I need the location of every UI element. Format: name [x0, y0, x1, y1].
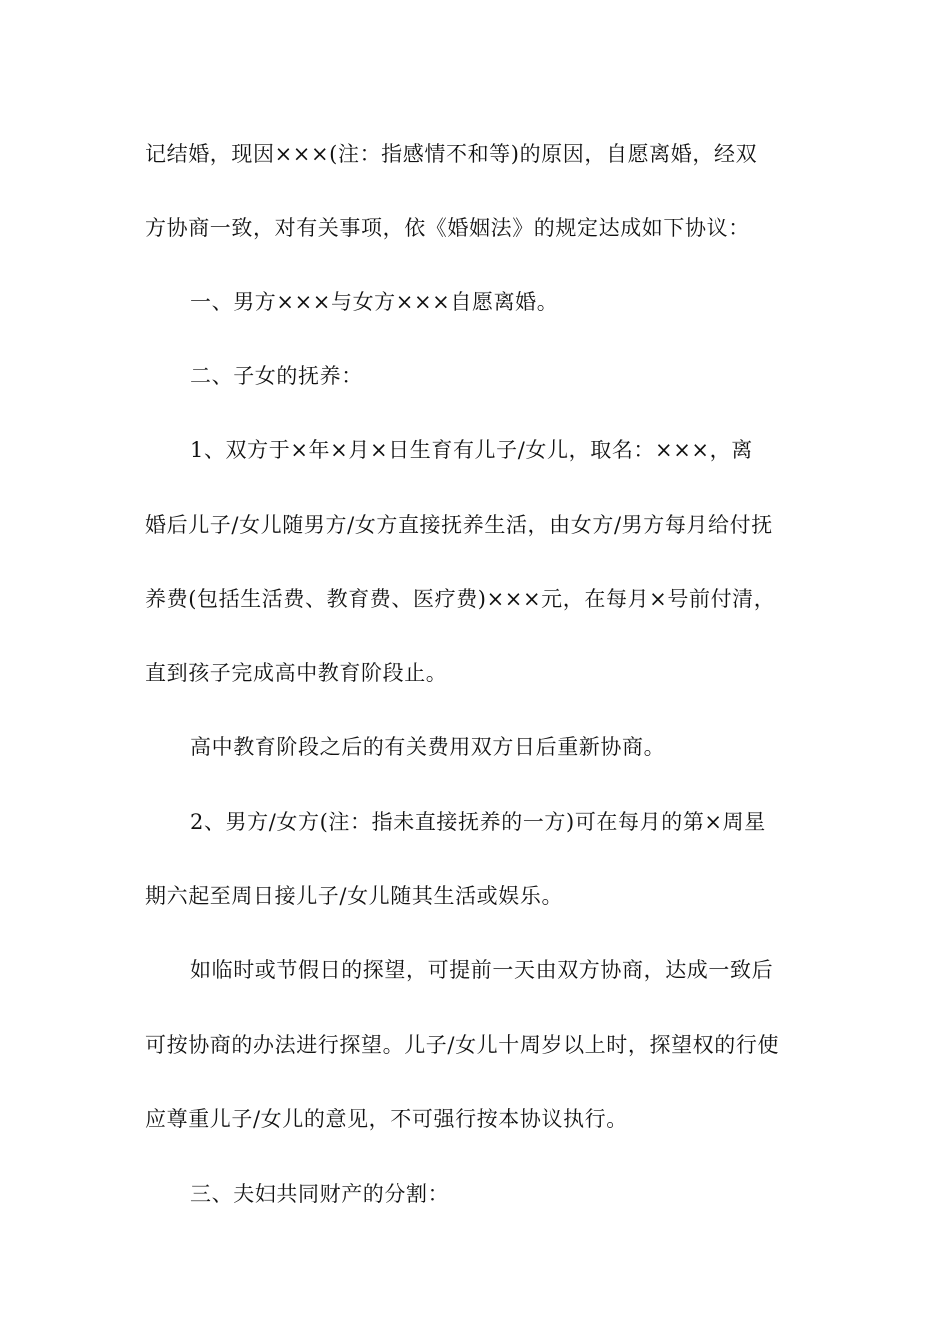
paragraph-line: 1、双方于×年×月×日生育有儿子/女儿，取名：×××，离 — [190, 438, 753, 462]
section-heading-divorce: 一、男方×××与女方×××自愿离婚。 — [190, 290, 559, 314]
section-heading-child-custody: 二、子女的抚养： — [190, 364, 363, 388]
paragraph-line: 直到孩子完成高中教育阶段止。 — [145, 661, 448, 685]
paragraph-line: 应尊重儿子/女儿的意见，不可强行按本协议执行。 — [145, 1107, 628, 1131]
paragraph-line: 记结婚，现因×××(注：指感情不和等)的原因，自愿离婚，经双 — [145, 142, 758, 166]
paragraph-line: 如临时或节假日的探望，可提前一天由双方协商，达成一致后 — [190, 958, 774, 982]
paragraph-line: 2、男方/女方(注：指未直接抚养的一方)可在每月的第×周星 — [190, 810, 766, 834]
paragraph-line: 方协商一致，对有关事项，依《婚姻法》的规定达成如下协议： — [145, 216, 750, 240]
paragraph-line: 可按协商的办法进行探望。儿子/女儿十周岁以上时，探望权的行使 — [145, 1033, 780, 1057]
paragraph-line: 高中教育阶段之后的有关费用双方日后重新协商。 — [190, 735, 666, 759]
paragraph-line: 养费(包括生活费、教育费、医疗费)×××元，在每月×号前付清， — [145, 587, 776, 611]
paragraph-line: 期六起至周日接儿子/女儿随其生活或娱乐。 — [145, 884, 564, 908]
section-heading-property-division: 三、夫妇共同财产的分割： — [190, 1182, 450, 1206]
paragraph-line: 婚后儿子/女儿随男方/女方直接抚养生活，由女方/男方每月给付抚 — [145, 513, 773, 537]
